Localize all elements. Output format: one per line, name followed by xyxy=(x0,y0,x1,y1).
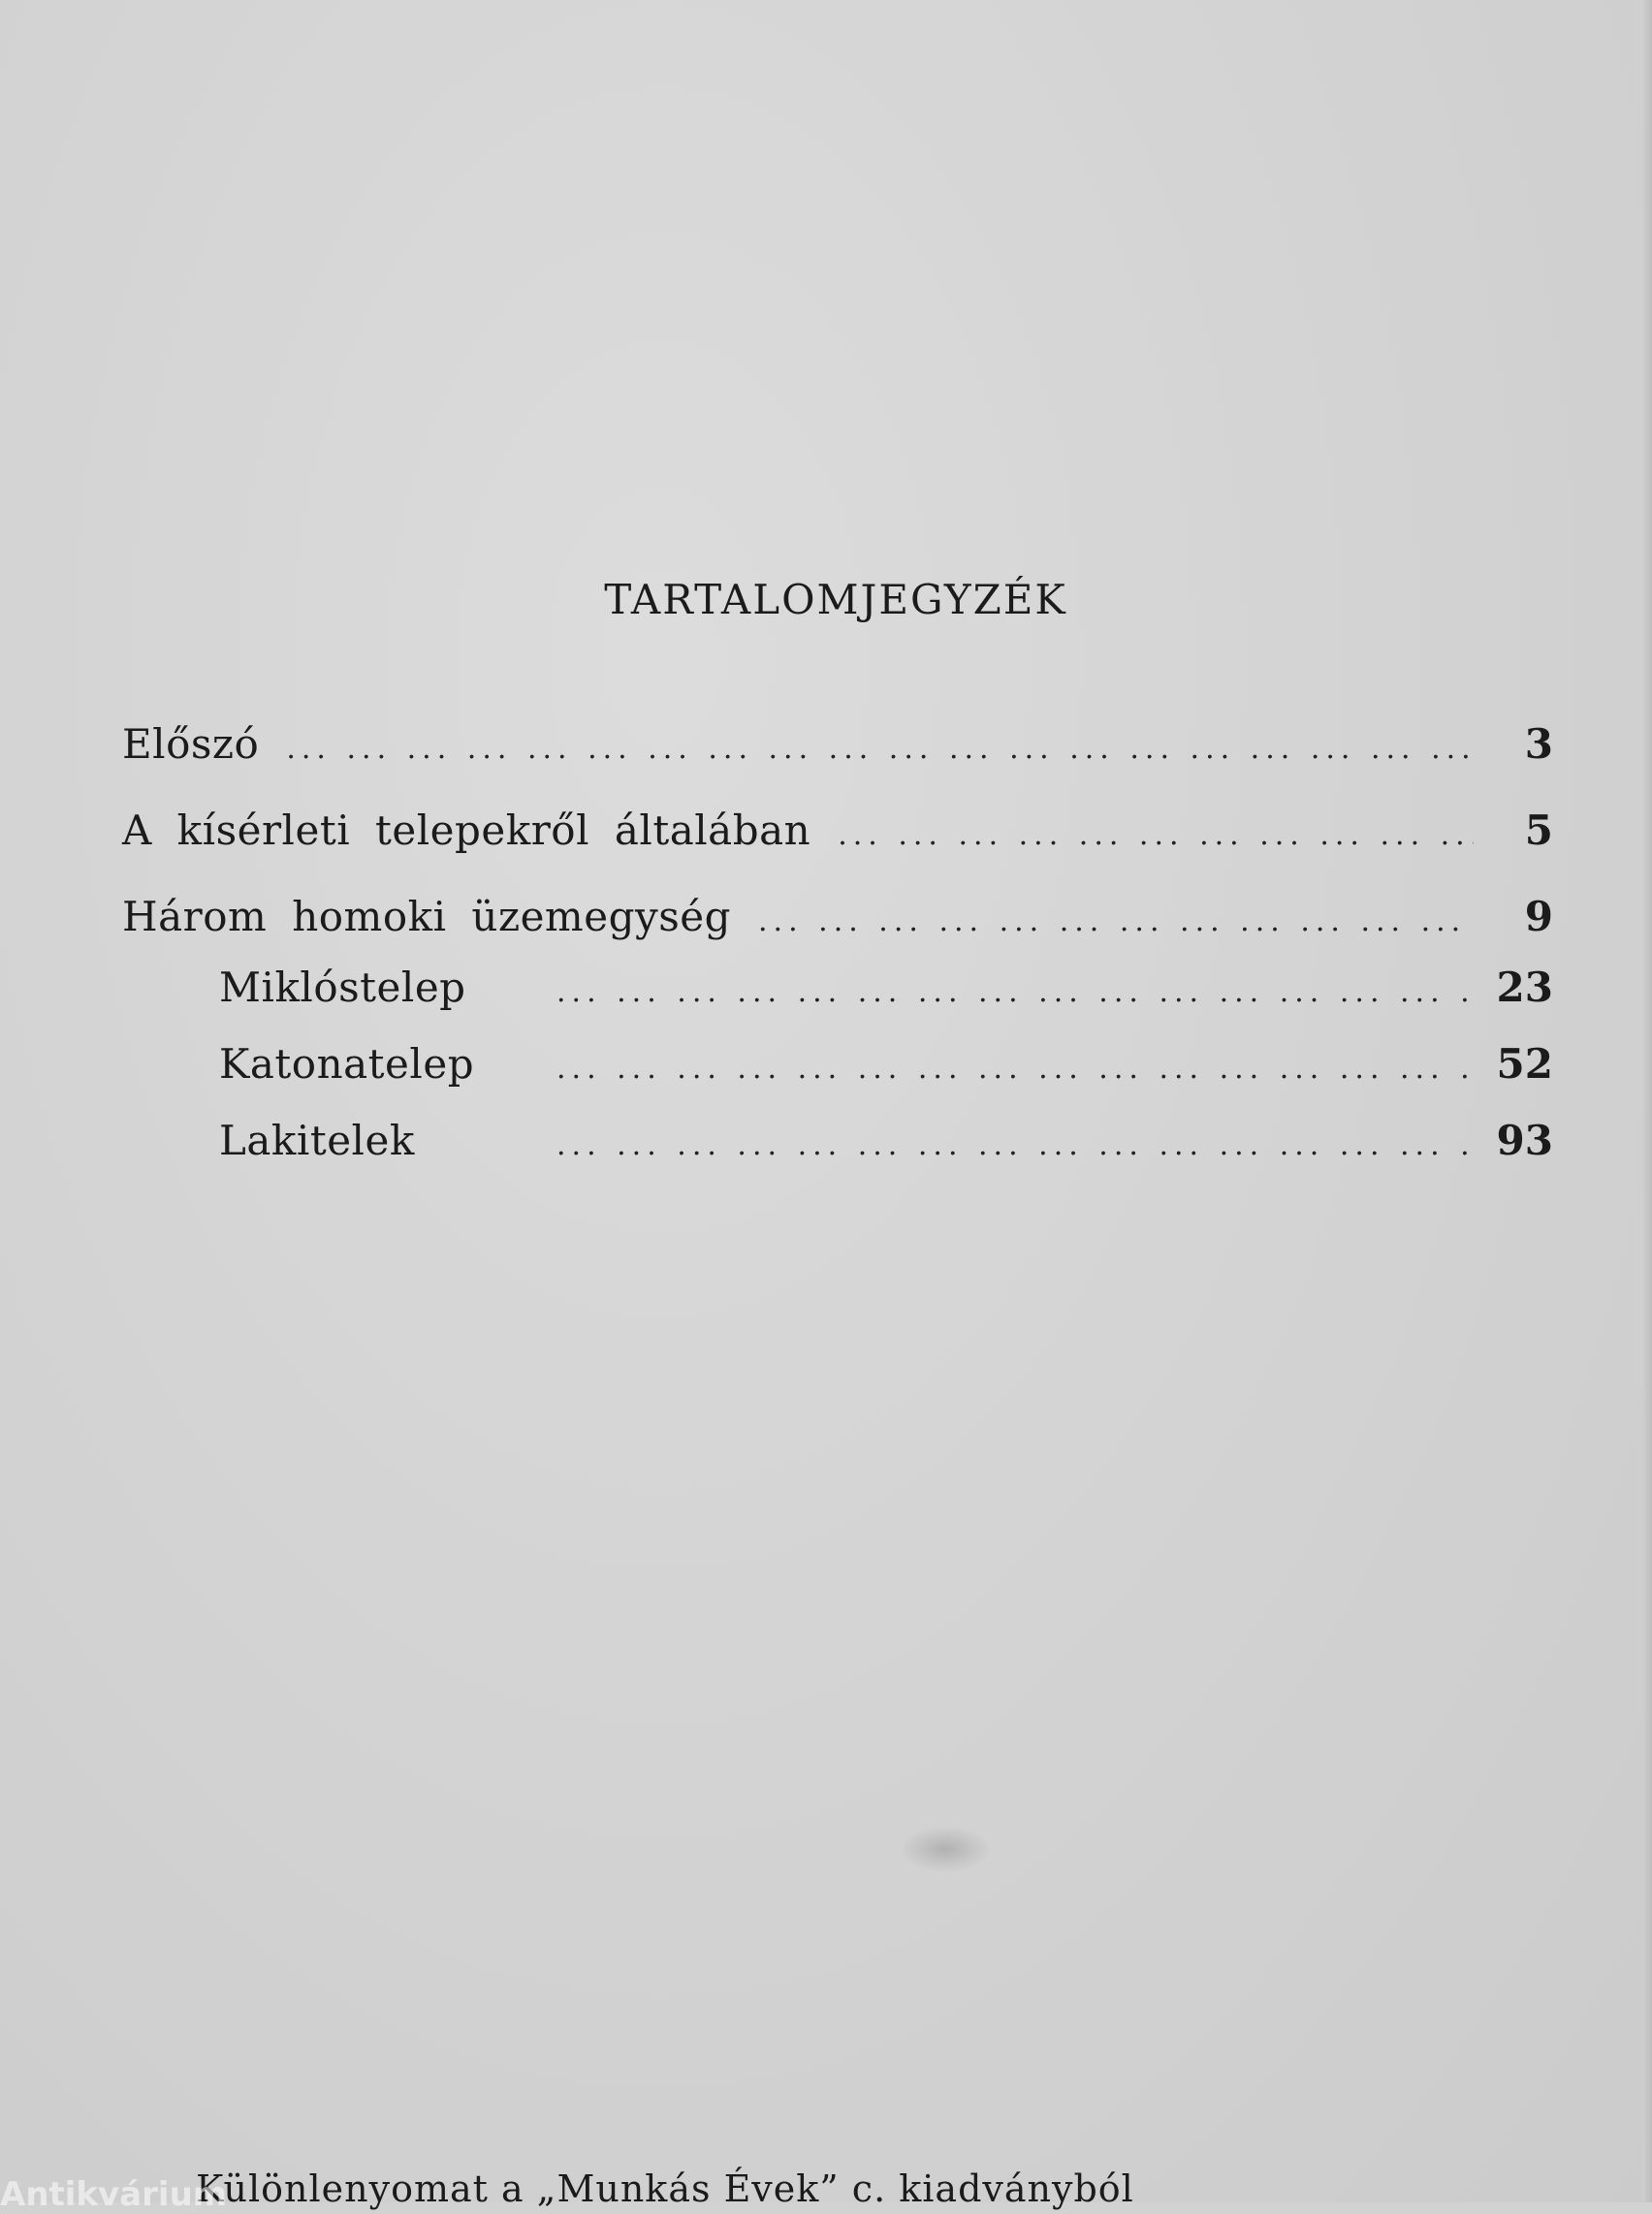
table-of-contents xyxy=(122,717,1553,1173)
toc-entry-kiserleti-telepek xyxy=(122,804,1553,863)
toc-entry-eloszo xyxy=(122,717,1553,776)
ink-smudge xyxy=(902,1827,989,1871)
toc-entry-miklostelep xyxy=(122,961,1553,1020)
toc-entry-harom-homoki xyxy=(122,890,1553,949)
toc-entry-label: Katonatelep xyxy=(219,1040,475,1088)
toc-page-number: 9 xyxy=(1524,893,1553,940)
dot-leader xyxy=(286,722,1474,776)
toc-entry-label: Lakitelek xyxy=(219,1117,415,1164)
toc-entry-label: A kísérleti telepekről általában xyxy=(122,807,811,854)
toc-page-number: 23 xyxy=(1496,964,1553,1011)
dot-leader xyxy=(556,1119,1474,1173)
toc-page-number: 93 xyxy=(1496,1117,1553,1164)
dot-leader xyxy=(758,895,1474,949)
toc-entry-lakitelek xyxy=(122,1114,1553,1173)
page-title: TARTALOMJEGYZÉK xyxy=(604,576,1067,623)
toc-page-number: 5 xyxy=(1524,807,1553,854)
toc-entry-label: Három homoki üzemegység xyxy=(122,893,732,940)
toc-entry-label: Miklóstelep xyxy=(219,964,466,1011)
toc-page-number: 52 xyxy=(1496,1040,1553,1088)
dot-leader xyxy=(838,808,1474,863)
toc-entry-katonatelep xyxy=(122,1037,1553,1096)
dot-leader xyxy=(556,965,1474,1020)
offprint-note: Különlenyomat a „Munkás Évek” c. kiadványból xyxy=(196,2167,1134,2210)
toc-page-number: 3 xyxy=(1524,720,1553,768)
toc-entry-label: Előszó xyxy=(122,720,260,768)
dot-leader xyxy=(556,1042,1474,1096)
watermark: Antikvárium xyxy=(0,2175,228,2214)
page-edge-shadow xyxy=(1642,0,1652,2202)
